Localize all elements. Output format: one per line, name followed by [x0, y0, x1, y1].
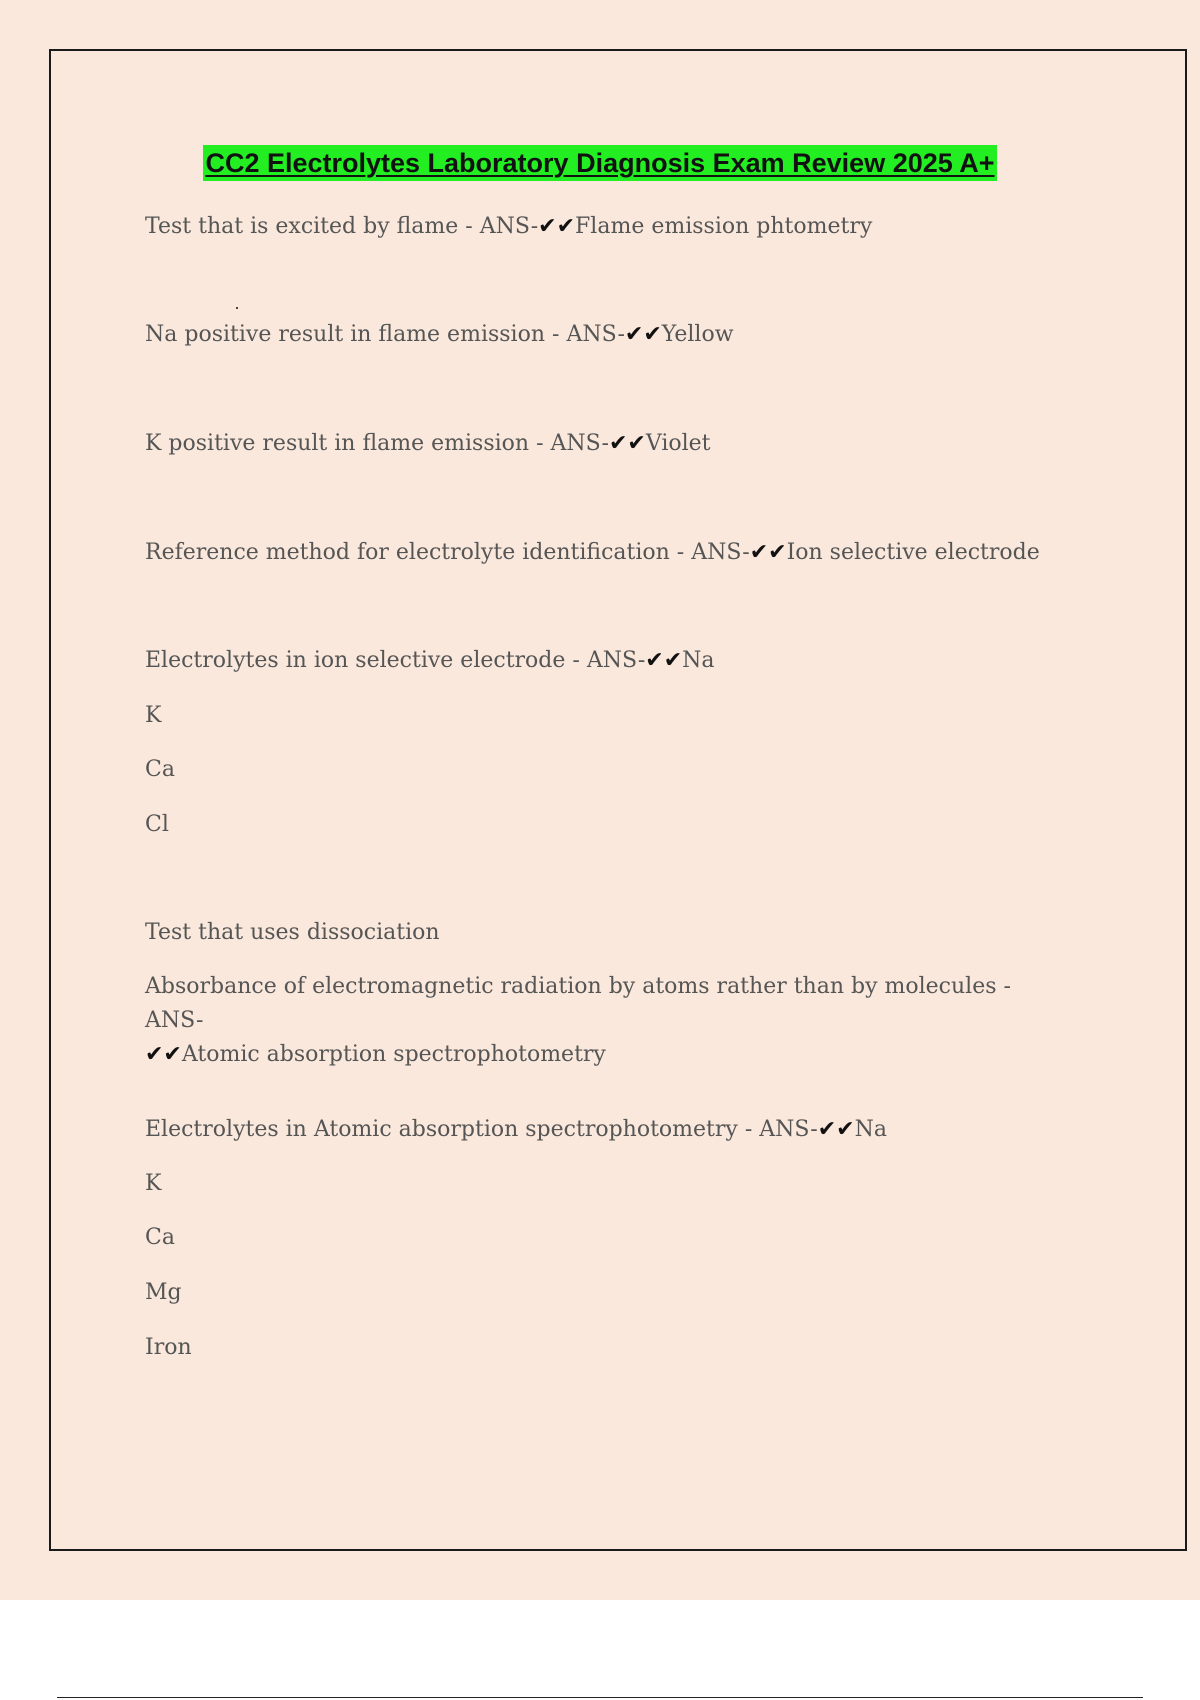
- answer-extra-line: Cl: [145, 812, 169, 837]
- checkmark-icon: ✔✔: [538, 214, 576, 239]
- qa-item-5: Electrolytes in ion selective electrode - ANS-✔✔Na: [145, 648, 715, 673]
- checkmark-icon: ✔✔: [749, 540, 787, 565]
- question-text: Test that is excited by flame: [145, 214, 459, 239]
- qa-item-7: Absorbance of electromagnetic radiation by atoms rather than by molecules - ANS- ✔✔Atomic absorption spectrophotometry: [145, 974, 1011, 1067]
- qa-item-3: K positive result in flame emission - ANS-✔✔Violet: [145, 431, 711, 456]
- answer-text: Yellow: [661, 322, 734, 347]
- question-text: Electrolytes in Atomic absorption spectrophotometry: [145, 1117, 738, 1142]
- question-text: Reference method for electrolyte identification: [145, 540, 670, 565]
- answer-extra-line: Ca: [145, 757, 175, 782]
- answer-text: Ion selective electrode: [786, 540, 1040, 565]
- answer-extra-line: Ca: [145, 1225, 175, 1250]
- checkmark-icon: ✔✔: [645, 648, 683, 673]
- footer-divider: [57, 1697, 1143, 1698]
- qa-item-1: Test that is excited by flame - ANS-✔✔Flame emission phtometry: [145, 214, 873, 239]
- answer-text: Violet: [645, 431, 711, 456]
- question-text: K positive result in flame emission: [145, 431, 530, 456]
- answer-extra-line: Mg: [145, 1280, 182, 1305]
- answer-extra-line: K: [145, 1171, 162, 1196]
- answer-text: Flame emission phtometry: [575, 214, 873, 239]
- answer-extra-line: K: [145, 703, 162, 728]
- document-title: CC2 Electrolytes Laboratory Diagnosis Exam Review 2025 A+: [203, 145, 996, 181]
- answer-extra-line: Iron: [145, 1335, 192, 1360]
- qa-item-6: [145, 916, 1075, 950]
- checkmark-icon: ✔✔: [608, 431, 646, 456]
- question-text: Absorbance of electromagnetic radiation by atoms rather than by molecules: [145, 974, 997, 999]
- answer-text: Atomic absorption spectrophotometry: [181, 1042, 606, 1067]
- answer-text: Na: [854, 1117, 887, 1142]
- qa-item-2: Na positive result in flame emission - ANS-✔✔Yellow: [145, 322, 734, 347]
- checkmark-icon: ✔✔: [817, 1117, 855, 1142]
- answer-text: Na: [682, 648, 715, 673]
- question-text: Test that uses dissociation: [145, 920, 440, 945]
- qa-item-8: Electrolytes in Atomic absorption spectrophotometry - ANS-✔✔Na: [145, 1117, 887, 1142]
- checkmark-icon: ✔✔: [145, 1042, 182, 1067]
- checkmark-icon: ✔✔: [624, 322, 662, 347]
- stray-dot: [236, 307, 238, 309]
- title-container: [0, 145, 1200, 181]
- page-border-frame: [49, 49, 1187, 1551]
- qa-item-4: Reference method for electrolyte identification - ANS-✔✔Ion selective electrode: [145, 540, 1040, 565]
- question-text: Electrolytes in ion selective electrode: [145, 648, 566, 673]
- question-text: Na positive result in flame emission: [145, 322, 546, 347]
